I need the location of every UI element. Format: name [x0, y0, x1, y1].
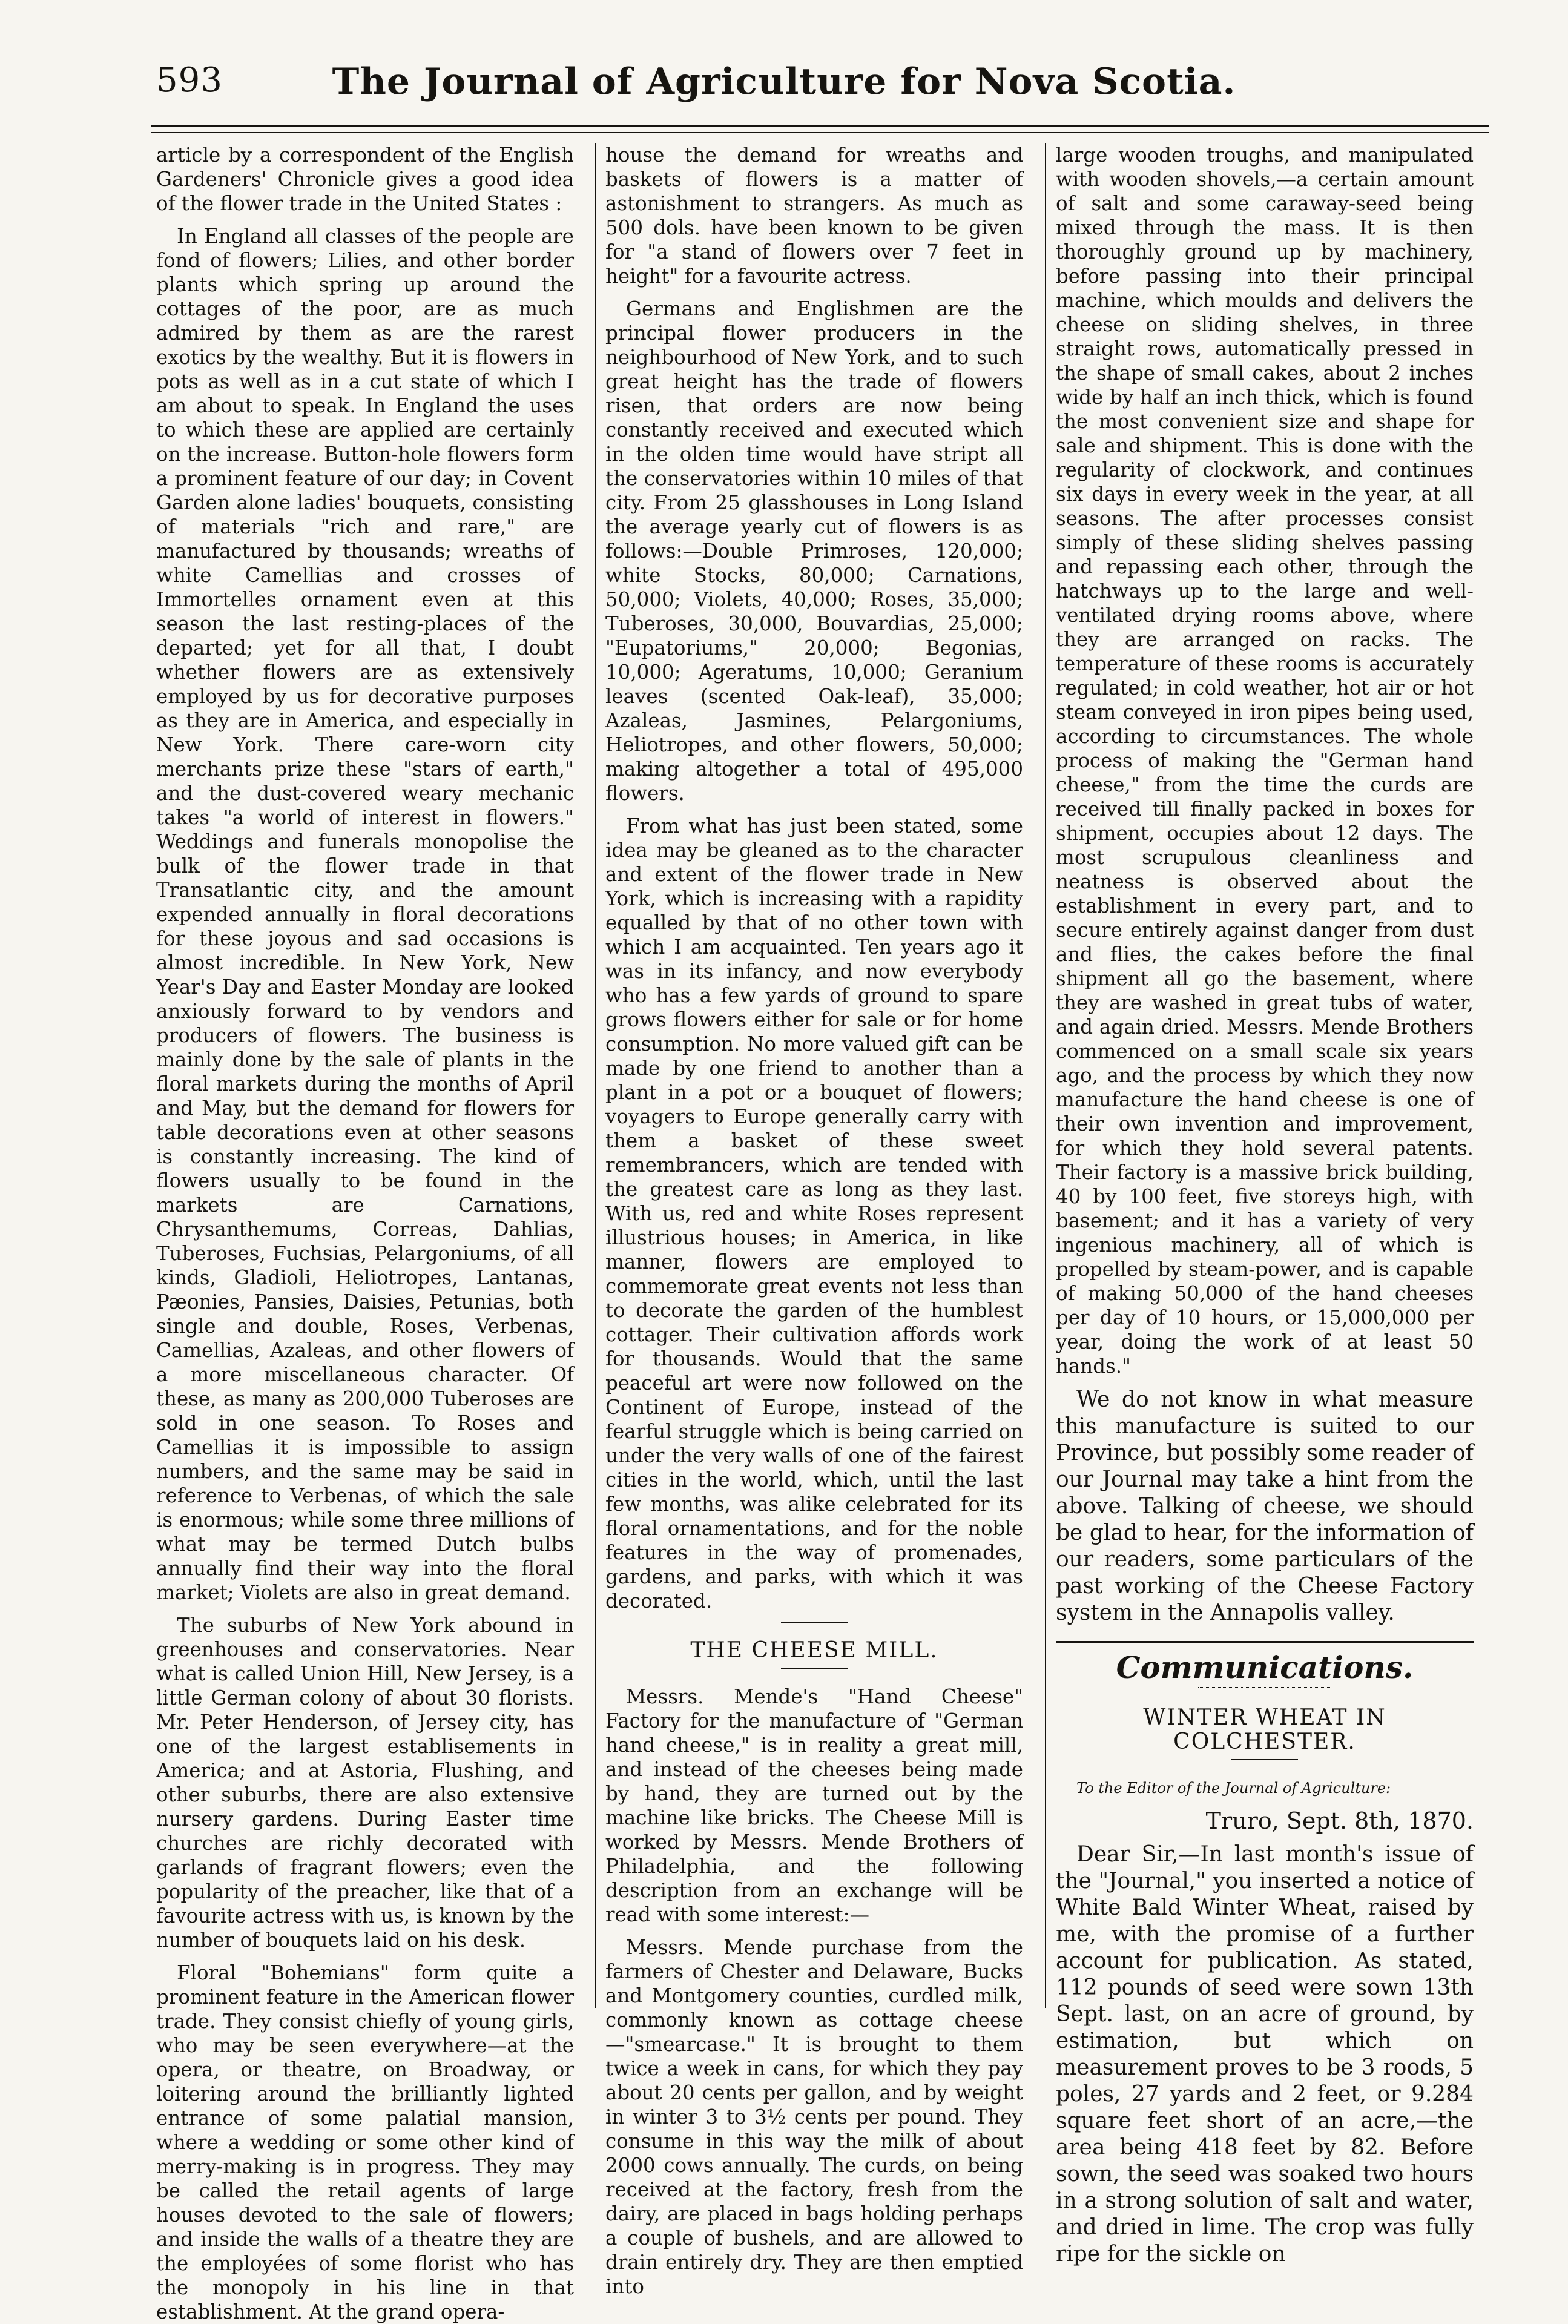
- paragraph: Messrs. Mende purchase from the farmers of Chester and Delaware, Bucks and Montgomery counties, curdled milk, commonly known as cottage cheese—"smearcase." It is brought to them twice a week in cans, for which they pay about 20 cents per gallon, and by weight in winter 3 to 3½ cents per pound. They consume in this way the milk of about 2000 cows annually. The curds, on being received at the factory, fresh from the dairy, are placed in bags holding perhaps a couple of bushels, and are allowed to drain entirely dry. They are then emptied into: [605, 1936, 1023, 2298]
- paragraph: We do not know in what measure this manufacture is suited to our Province, but possibly some reader of our Journal may take a hint from the above. Talking of cheese, we should be glad to hear, for the information of our readers, some particulars of the past working of the Cheese Factory system in the Annapolis valley.: [1056, 1387, 1474, 1625]
- column-1: [156, 143, 574, 2323]
- heading-rule: [1231, 1759, 1298, 1760]
- paragraph: Dear Sir,—In last month's issue of the "Journal," you inserted a notice of White Bald Winter Wheat, raised by me, with the promise of a further account for publication. As stated, 112 pounds of seed were sown 13th Sept. last, on an acre of ground, by estimation, but which on measurement proves to be 3 roods, 5 poles, 27 yards and 2 feet, or 9.284 square feet short of an acre,—the area being 418 feet by 82. Before sown, the seed was soaked two hours in a strong solution of salt and water, and dried in lime. The crop was fully ripe for the sickle on: [1056, 1842, 1474, 2266]
- letter-dateline: Truro, Sept. 8th, 1870.: [1205, 1807, 1474, 1834]
- section-divider: [781, 1622, 848, 1623]
- paragraph: From what has just been stated, some idea may be gleaned as to the character and extent of the flower trade in New York, which is increasing with a rapidity equalled by that of no other town with which I am acquainted. Ten years ago it was in its infancy, and now everybody who has a few yards of ground to spare grows flowers either for sale or for home consumption. No more valued gift can be made by one friend to another than a plant in a pot or a bouquet of flowers; voyagers to Europe generally carry with them a basket of these sweet remembrancers, which are tended with the greatest care as long as they last. With us, red and white Roses represent illustrious houses; in America, in like manner, flowers are employed to commemorate great events not less than to decorate the garden of the humblest cottager. Their cultivation affords work for thousands. Would that the same peaceful art were now followed on the Continent of Europe, instead of the fearful struggle which is being carried on under the very walls of one of the fairest cities in the world, which, until the last few months, was alike celebrated for its floral ornamentations, and for the noble features in the way of promenades, gardens, and parks, with which it was decorated.: [605, 814, 1023, 1613]
- section-title: Communications.: [1116, 1649, 1414, 1685]
- column-divider-1: [595, 143, 596, 2008]
- letter-address: To the Editor of the Journal of Agriculture:: [1076, 1780, 1391, 1797]
- article-heading: THE CHEESE MILL.: [690, 1638, 938, 1663]
- header-rule: [151, 125, 1489, 127]
- column-3: [1056, 143, 1474, 2266]
- article-heading: WINTER WHEAT IN COLCHESTER.: [1143, 1705, 1386, 1754]
- column-2: [605, 143, 1023, 2298]
- header-rule-thin: [151, 132, 1489, 133]
- heading-rule: [781, 1668, 848, 1669]
- section-divider: [1056, 1641, 1474, 1643]
- paragraph: house the demand for wreaths and baskets of flowers is a matter of astonishment to strangers. As much as 500 dols. have been known to be given for "a stand of flowers over 7 feet in height" for a favourite actress.: [605, 144, 1023, 288]
- paragraph: In England all classes of the people are fond of flowers; Lilies, and other border plants which spring up around the cottages of the poor, are as much admired by them as are the rarest exotics by the wealthy. But it is flowers in pots as well as in a cut state of which I am about to speak. In England the uses to which these are applied are certainly on the increase. Button-hole flowers form a prominent feature of our day; in Covent Garden alone ladies' bouquets, consisting of materials "rich and rare," are manufactured by thousands; wreaths of white Camellias and crosses of Immortelles ornament even at this season the last resting-places of the departed; yet for all that, I doubt whether flowers are as extensively employed by us for decorative purposes as they are in America, and especially in New York. There care-worn city merchants prize these "stars of earth," and the dust-covered weary mechanic takes "a world of interest in flowers." Weddings and funerals monopolise the bulk of the flower trade in that Transatlantic city, and the amount expended annually in floral decorations for these joyous and sad occasions is almost incredible. In New York, New Year's Day and Easter Monday are looked anxiously forward to by vendors and producers of flowers. The business is mainly done by the sale of plants in the floral markets during the months of April and May, but the demand for flowers for table decorations even at other seasons is constantly increasing. The kind of flowers usually to be found in the markets are Carnations, Chrysanthemums, Correas, Dahlias, Tuberoses, Fuchsias, Pelargoniums, of all kinds, Gladioli, Heliotropes, Lantanas, Pæonies, Pansies, Daisies, Petunias, both single and double, Roses, Verbenas, Camellias, Azaleas, and other flowers of a more miscellaneous character. Of these, as many as 200,000 Tuberoses are sold in one season. To Roses and Camellias it is impossible to assign numbers, and the same may be said in reference to Verbenas, of which the sale is enormous; while some three millions of what may be termed Dutch bulbs annually find their way into the floral market; Violets are also in great demand.: [156, 225, 574, 1604]
- paragraph: Germans and Englishmen are the principal flower producers in the neighbourhood of New York, and to such great height has the trade of flowers risen, that orders are now being constantly received and executed which in the olden time would have stript all the conservatories within 10 miles of that city. From 25 glasshouses in Long Island the average yearly cut of flowers is as follows:—Double Primroses, 120,000; white Stocks, 80,000; Carnations, 50,000; Violets, 40,000; Roses, 35,000; Tuberoses, 30,000, Bouvardias, 25,000; "Eupatoriums," 20,000; Begonias, 10,000; Ageratums, 10,000; Geranium leaves (scented Oak-leaf), 35,000; Azaleas, Jasmines, Pelargoniums, Heliotropes, and other flowers, 50,000; making altogether a total of 495,000 flowers.: [605, 297, 1023, 805]
- paragraph: Floral "Bohemians" form quite a prominent feature in the American flower trade. They consist chiefly of young girls, who may be seen everywhere—at the opera, or theatre, on Broadway, or loitering around the brilliantly lighted entrance of some palatial mansion, where a wedding or some other kind of merry-making is in progress. They may be called the retail agents of large houses devoted to the sale of flowers; and inside the walls of a theatre they are the employées of some florist who has the monopoly in his line in that establishment. At the grand opera-: [156, 1961, 574, 2323]
- paragraph: Messrs. Mende's "Hand Cheese" Factory for the manufacture of "German hand cheese," is in reality a great mill, and instead of the cheeses being made by hand, they are turned out by the machine like bricks. The Cheese Mill is worked by Messrs. Mende Brothers of Philadelphia, and the following description from an exchange will be read with some interest:—: [605, 1685, 1023, 1926]
- title-rule: [1198, 1687, 1331, 1688]
- paragraph: article by a correspondent of the English Gardeners' Chronicle gives a good idea of the flower trade in the United States :: [156, 144, 574, 215]
- paragraph: The suburbs of New York abound in greenhouses and conservatories. Near what is called Union Hill, New Jersey, is a little German colony of about 30 florists. Mr. Peter Henderson, of Jersey city, has one of the largest establisements in America; and at Astoria, Flushing, and other suburbs, there are also extensive nursery gardens. During Easter time churches are richly decorated with garlands of fragrant flowers; even the popularity of the preacher, like that of a favourite actress with us, is known by the number of bouquets laid on his desk.: [156, 1614, 574, 1952]
- paragraph: large wooden troughs, and manipulated with wooden shovels,—a certain amount of salt and some caraway-seed being mixed through the mass. It is then thoroughly ground up by machinery, before passing into their principal machine, which moulds and delivers the cheese on sliding shelves, in three straight rows, automatically pressed in the shape of small cakes, about 2 inches wide by half an inch thick, which is found the most convenient size and shape for sale and shipment. This is done with the regularity of clockwork, and continues six days in every week in the year, at all seasons. The after processes consist simply of these sliding shelves passing and repassing each other, through the hatchways up to the large and well-ventilated drying rooms above, where they are arranged on racks. The temperature of these rooms is accurately regulated; in cold weather, hot air or hot steam conveyed in iron pipes being used, according to circumstances. The whole process of making the "German hand cheese," from the time the curds are received till finally packed in boxes for shipment, occupies about 12 days. The most scrupulous cleanliness and neatness is observed about the establishment in every part, and to secure entirely against danger from dust and flies, the cakes before the final shipment all go the basement, where they are washed in great tubs of water, and again dried. Messrs. Mende Brothers commenced on a small scale six years ago, and the process by which they now manufacture the hand cheese is one of their own invention and improvement, for which they hold several patents. Their factory is a massive brick building, 40 by 100 feet, five storeys high, with basement; and it has a variety of very ingenious machinery, all of which is propelled by steam-power, and is capable of making 50,000 of the hand cheeses per day of 10 hours, or 15,000,000 per year, doing the work of at least 50 hands.": [1056, 144, 1474, 1378]
- running-title: The Journal of Agriculture for Nova Scotia.: [332, 61, 1236, 103]
- page-number: 593: [156, 61, 223, 100]
- column-divider-2: [1045, 143, 1046, 2008]
